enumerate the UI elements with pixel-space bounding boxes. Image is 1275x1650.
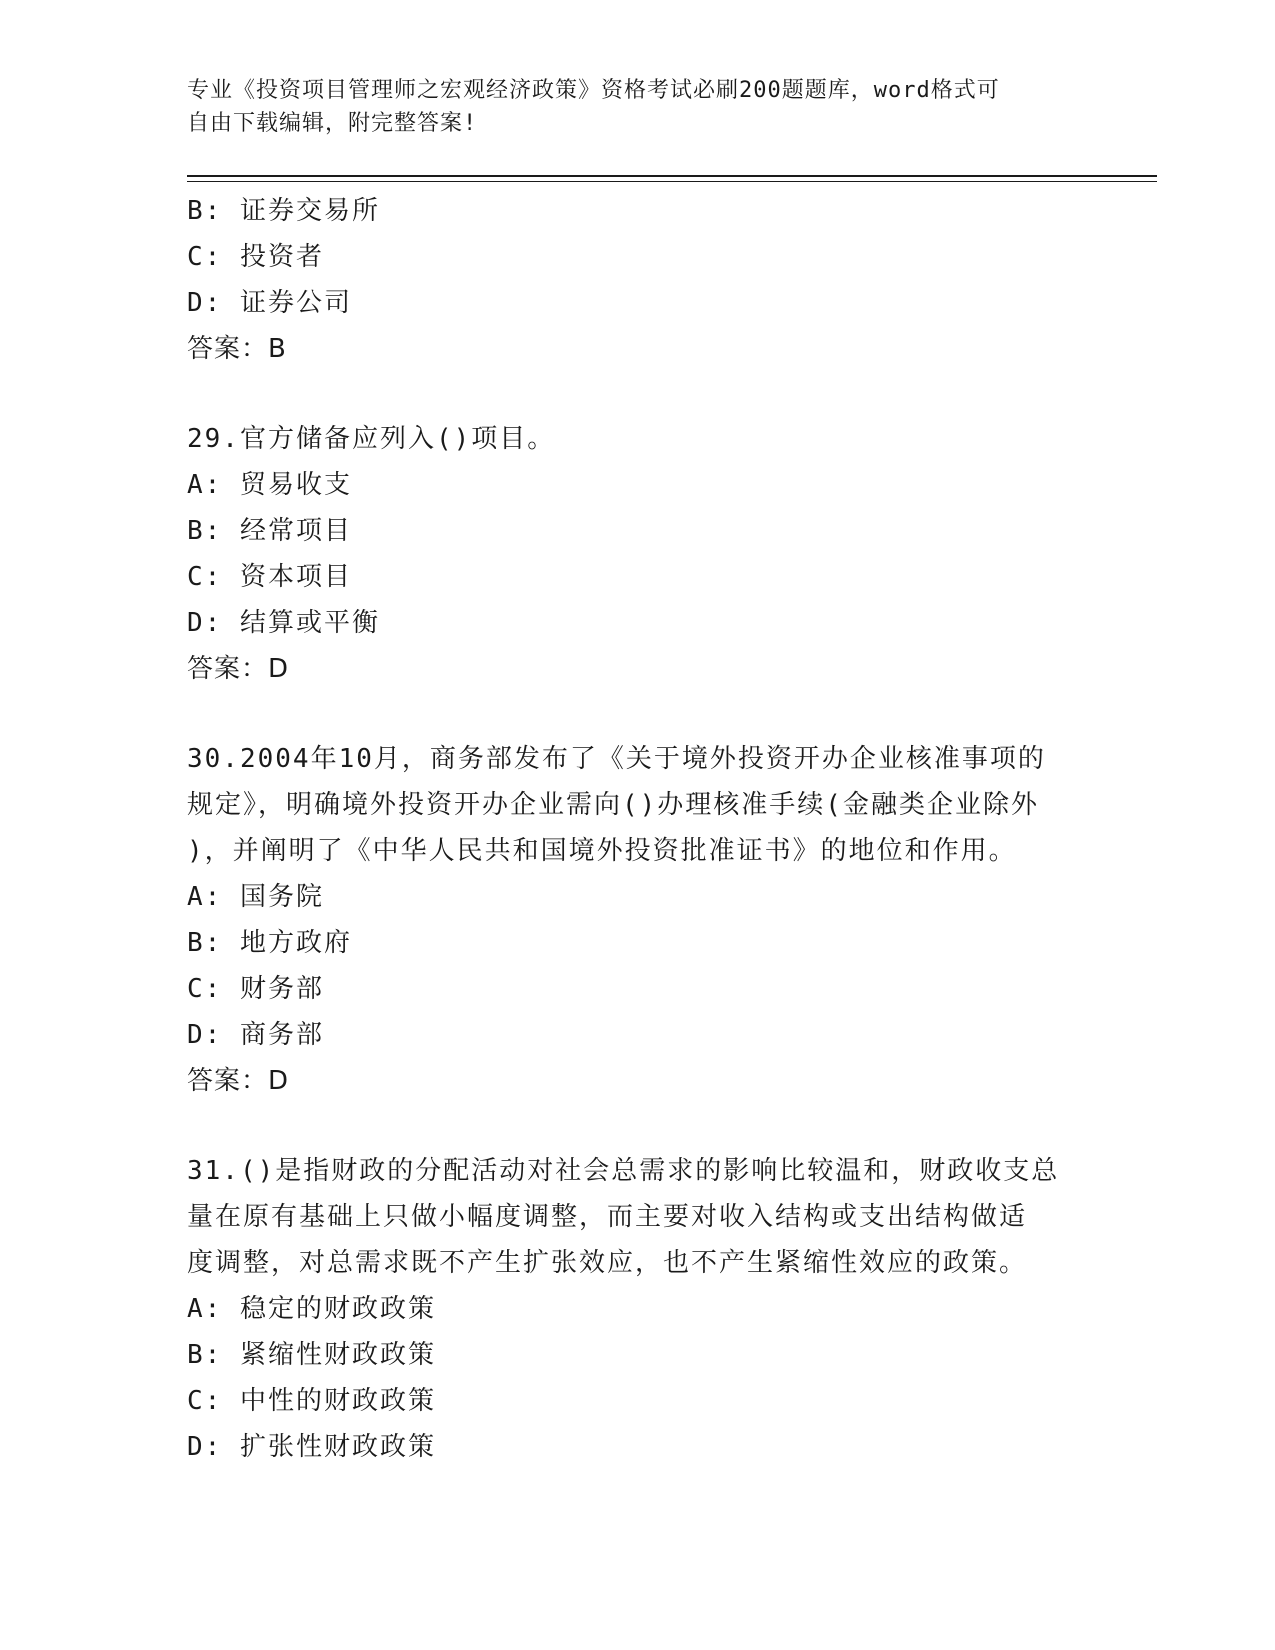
answer-line: 答案：D: [187, 654, 290, 684]
question-stem-line-2: 量在原有基础上只做小幅度调整，而主要对收入结构或支出结构做适: [187, 1202, 1028, 1232]
header-line-2: 自由下载编辑，附完整答案!: [187, 111, 478, 136]
option-d: D: 证券公司: [187, 288, 352, 318]
option-c: C: 中性的财政政策: [187, 1386, 436, 1416]
question-stem-line-1: 30.2004年10月，商务部发布了《关于境外投资开办企业核准事项的: [187, 744, 1046, 774]
question-stem-line-1: 31.()是指财政的分配活动对社会总需求的影响比较温和，财政收支总: [187, 1156, 1060, 1186]
option-a: A: 稳定的财政政策: [187, 1294, 436, 1324]
question-stem: 29.官方储备应列入()项目。: [187, 424, 556, 454]
question-29: [187, 416, 1087, 692]
option-d: D: 商务部: [187, 1020, 324, 1050]
option-a: A: 贸易收支: [187, 470, 352, 500]
spacer: [187, 372, 1087, 416]
spacer: [187, 1104, 1087, 1148]
option-a: A: 国务院: [187, 882, 324, 912]
option-b: B: 证券交易所: [187, 196, 380, 226]
option-d: D: 扩张性财政政策: [187, 1432, 436, 1462]
question-stem-line-2: 规定》，明确境外投资开办企业需向()办理核准手续(金融类企业除外: [187, 790, 1039, 820]
spacer: [187, 692, 1087, 736]
question-list: [187, 188, 1087, 1470]
question-31: [187, 1148, 1087, 1470]
header-divider-thin: [187, 181, 1157, 182]
question-28: [187, 188, 1087, 372]
question-stem-line-3: )，并阐明了《中华人民共和国境外投资批准证书》的地位和作用。: [187, 836, 1017, 866]
option-b: B: 经常项目: [187, 516, 352, 546]
answer-line: 答案：B: [187, 334, 287, 364]
option-b: B: 地方政府: [187, 928, 352, 958]
option-d: D: 结算或平衡: [187, 608, 380, 638]
option-b: B: 紧缩性财政政策: [187, 1340, 436, 1370]
option-c: C: 财务部: [187, 974, 324, 1004]
answer-line: 答案：D: [187, 1066, 290, 1096]
option-c: C: 资本项目: [187, 562, 352, 592]
document-header: [187, 74, 1087, 140]
header-line-1: 专业《投资项目管理师之宏观经济政策》资格考试必刷200题题库，word格式可: [187, 78, 1000, 103]
header-divider-thick: [187, 175, 1157, 177]
option-c: C: 投资者: [187, 242, 324, 272]
question-30: [187, 736, 1087, 1104]
question-stem-line-3: 度调整，对总需求既不产生扩张效应，也不产生紧缩性效应的政策。: [187, 1248, 1028, 1278]
